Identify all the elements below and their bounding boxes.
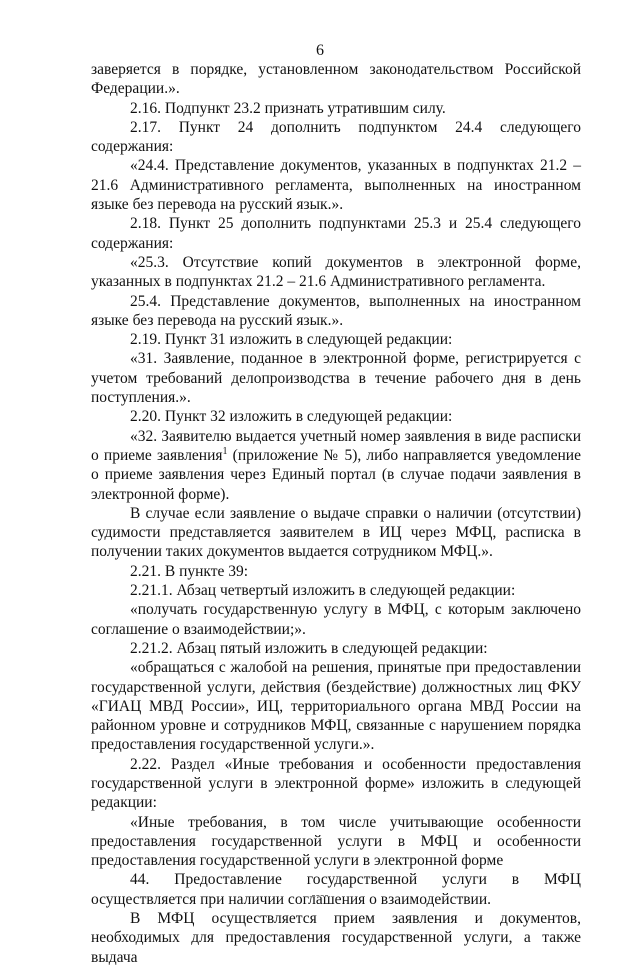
paragraph: «24.4. Представление документов, указанных в подпунктах 21.2 – 21.6 Административного регламента, выполненных на иностранном языке без перевода на русский язык.». xyxy=(91,157,581,214)
page-number: 6 xyxy=(316,42,324,59)
paragraph: «25.3. Отсутствие копий документов в электронной форме, указанных в подпунктах 21.2 – 21.6 Административного регламента. xyxy=(91,253,581,291)
paragraph: 2.19. Пункт 31 изложить в следующей редакции: xyxy=(130,331,453,349)
paragraph-text: «32. Заявителю выдается учетный номер заявления в виде расписки о приеме заявления xyxy=(91,427,581,464)
paragraph: 2.21. В пункте 39: xyxy=(130,562,249,580)
document-body xyxy=(91,60,581,967)
paragraph: заверяется в порядке, установленном законодательством Российской Федерации.». xyxy=(91,61,581,98)
paragraph: «Иные требования, в том числе учитывающие особенности предоставления государственной услуги в МФЦ и особенности предоставления государственной услуги в электронной форме xyxy=(91,813,581,870)
paragraph: 2.21.2. Абзац пятый изложить в следующей редакции: xyxy=(130,639,488,657)
paragraph: 2.18. Пункт 25 дополнить подпунктами 25.3 и 25.4 следующего содержания: xyxy=(91,215,581,252)
paragraph: «обращаться с жалобой на решения, принятые при предоставлении государственной услуги, действия (бездействие) должностных лиц ФКУ «ГИАЦ МВД России», ИЦ, территориального органа МВД России на районном уровне и сотрудников МФЦ, связанные с нарушением порядка предоставления государственной услуги.». xyxy=(91,659,581,754)
paragraph: 2.21.1. Абзац четвертый изложить в следующей редакции: xyxy=(130,582,516,600)
footnote-marker: 1 xyxy=(222,445,228,457)
paragraph-with-footnote xyxy=(91,427,581,504)
paragraph-text: (приложение № 5), либо направляется уведомление о приеме заявления через Единый портал (в случае подачи заявления в электронной форме). xyxy=(91,446,581,503)
scan-artifact-mark xyxy=(312,895,328,897)
paragraph: «31. Заявление, поданное в электронной форме, регистрируется с учетом требований делопроизводства в течение рабочего дня в день поступления.». xyxy=(91,350,581,407)
paragraph: В МФЦ осуществляется прием заявления и документов, необходимых для предоставления государственной услуги, а также выдача xyxy=(91,910,581,966)
paragraph: 25.4. Представление документов, выполненных на иностранном языке без перевода на русский язык.». xyxy=(91,292,581,329)
paragraph: 2.20. Пункт 32 изложить в следующей редакции: xyxy=(130,408,453,426)
paragraph: «получать государственную услугу в МФЦ, с которым заключено соглашение о взаимодействии;». xyxy=(91,601,581,638)
paragraph: 2.17. Пункт 24 дополнить подпунктом 24.4 следующего содержания: xyxy=(91,118,581,156)
paragraph: В случае если заявление о выдаче справки о наличии (отсутствии) судимости представляется заявителем в ИЦ через МФЦ, расписка в получении таких документов выдается сотрудником МФЦ.». xyxy=(91,504,581,561)
paragraph: 2.22. Раздел «Иные требования и особенности предоставления государственной услуги в электронной форме» изложить в следующей редакции: xyxy=(91,755,581,812)
paragraph: 2.16. Подпункт 23.2 признать утратившим силу. xyxy=(130,99,446,117)
paragraph: 44. Предоставление государственной услуги в МФЦ осуществляется при наличии соглашения о взаимодействии. xyxy=(91,871,581,908)
